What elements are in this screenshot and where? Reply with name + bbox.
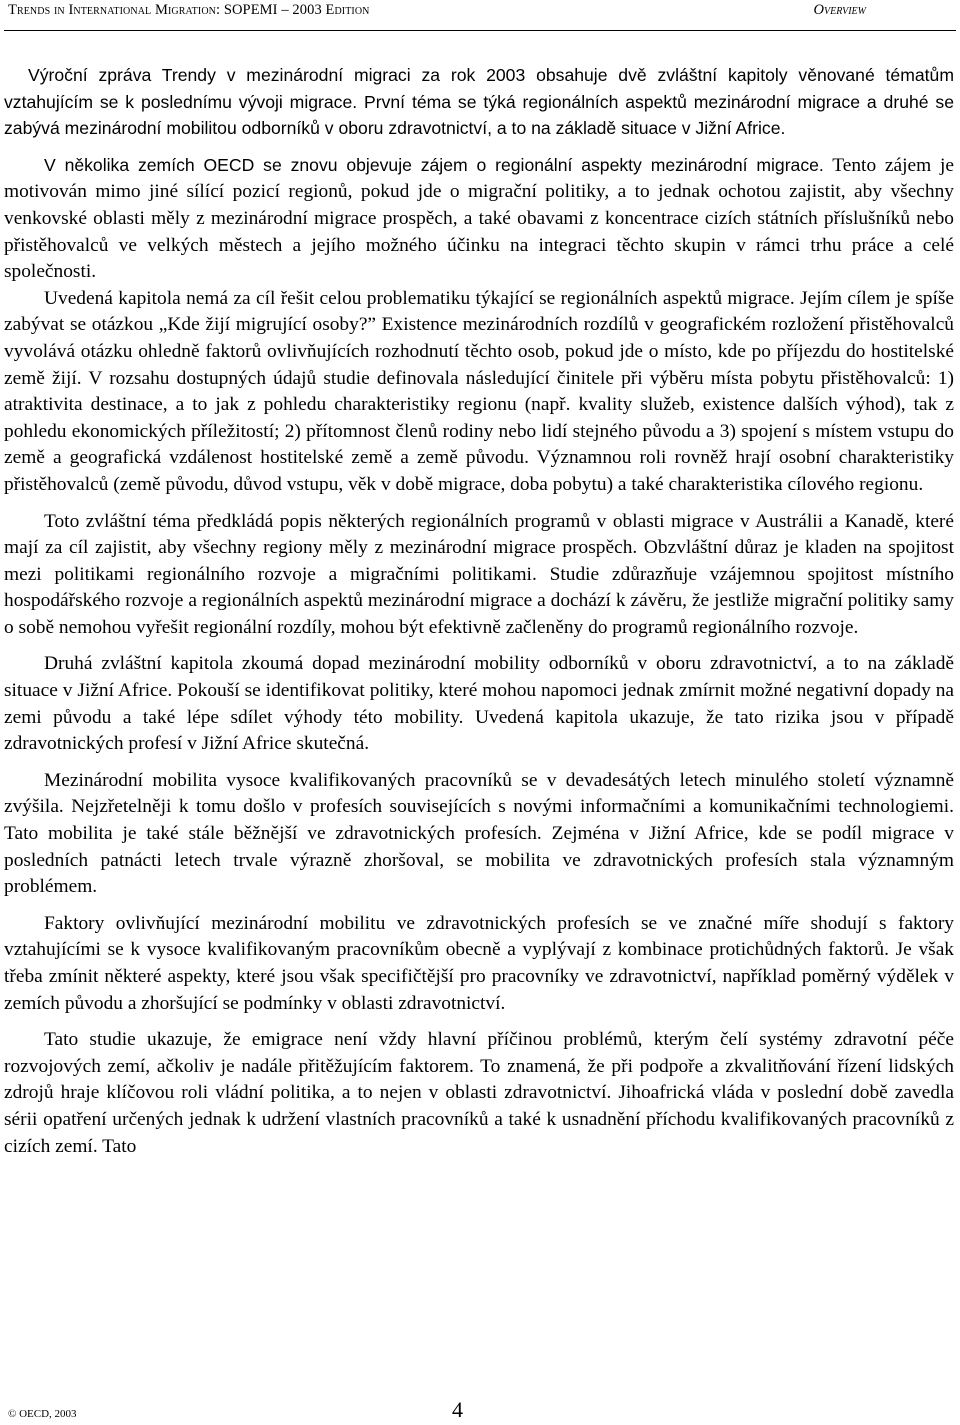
footer-copyright: © OECD, 2003 — [8, 1408, 77, 1420]
paragraph-regional-rest: Tento zájem je motivován mimo jiné sílící pozicí regionů, pokud jde o migrační politiky, a to jednak ochotou zajistit, aby všechny venkovské oblasti měly z mezinárodní migrace prospěch, a také obavami z koncentrace cizích státních příslušníků nebo přistěhovalců ve velkých městech a jejího možného účinku na integraci těchto skupin v rámci trhu práce a celé společnosti. — [4, 154, 955, 283]
header-section: Overview — [813, 2, 866, 18]
paragraph-factors: Faktory ovlivňující mezinárodní mobilitu ve zdravotnických profesích se ve značné míře shodují s faktory vztahujícími se k vysoce kvalifikovaným pracovníkům obecně a vyplývají z kombinace protichůdných faktorů. Je však třeba zmínit některé aspekty, které jsou však specifičtější pro pracovníky ve zdravotnictví, například poměrný výdělek v zemích původu a zhoršující se podmínky v oblasti zdravotnictví. — [4, 912, 954, 1014]
paragraph-regional — [4, 152, 954, 286]
page-number: 4 — [452, 1397, 463, 1422]
paragraph-scope: Uvedená kapitola nemá za cíl řešit celou problematiku týkající se regionálních aspektů migrace. Jejím cílem je spíše zabývat se otázkou „Kde žijí migrující osoby?” Existence mezinárodních rozdílů v geografickém rozložení přistěhovalců vyvolává otázku ohledně faktorů ovlivňujících rozhodnutí těchto osob, pokud jde o místo, kde po příjezdu do hostitelské země žijí. V rozsahu dostupných údajů studie definovala následující činitele při výběru místa pobytu přistěhovalců: 1) atraktivita destinace, a to jak z pohledu charakteristiky regionu (např. kvality služeb, existence dalších výhod), tak z pohledu ekonomických příležitostí; 2) přítomnost členů rodiny nebo lidí stejného původu a 3) spojení s místem vstupu do země a geografická vzdálenost hostitelské země a země původu. Významnou roli rovněž hrají osobní charakteristiky přistěhovalců (země původu, důvod vstupu, věk v době migrace, doba pobytu) a také charakteristika cílového regionu. — [4, 287, 954, 495]
paragraph-mobility: Mezinárodní mobilita vysoce kvalifikovaných pracovníků se v devadesátých letech minulého století významně zvýšila. Nejzřetelněji k tomu došlo v profesích souvisejících s novými informačními a komunikačními technologiemi. Tato mobilita je také stále běžnější ve zdravotnických profesích. Zejména v Jižní Africe, kde se podíl migrace v posledních patnácti letech trvale výrazně zhoršoval, se mobilita ve zdravotnických profesích stala významným problémem. — [4, 769, 954, 898]
paragraph-regional-lead: V několika zemích OECD se znovu objevuje zájem o regionální aspekty mezinárodní migrace. — [44, 154, 824, 175]
running-header — [4, 0, 956, 31]
paragraph-intro: Výroční zpráva Trendy v mezinárodní migraci za rok 2003 obsahuje dvě zvláštní kapitoly věnované tématům vztahujícím se k poslednímu vývoji migrace. První téma se týká regionálních aspektů mezinárodní migrace a druhé se zabývá mezinárodní mobilitou odborníků v oboru zdravotnictví, a to na základě situace v Jižní Africe. — [4, 65, 954, 139]
paragraph-study: Tato studie ukazuje, že emigrace není vždy hlavní příčinou problémů, kterým čelí systémy zdravotní péče rozvojových zemí, ačkoliv je nadále přitěžujícím faktorem. To znamená, že při podpoře a zkvalitňování řízení lidských zdrojů hraje klíčovou roli vládní politika, a to nejen v oblasti zdravotnictví. Jihoafrická vláda v poslední době zavedla sérii opatření určených jednak k udržení vlastních pracovníků a také k usnadnění příchodu kvalifikovaných pracovníků z cizích zemí. Tato — [4, 1029, 954, 1157]
paragraph-health-chapter: Druhá zvláštní kapitola zkoumá dopad mezinárodní mobility odborníků v oboru zdravotnictví, a to na základě situace v Jižní Africe. Pokouší se identifikovat politiky, které mohou napomoci jednak zmírnit možné negativní dopady na zemi původu a také lépe sdílet výhody této mobility. Uvedená kapitola ukazuje, že tato rizika jsou v případě zdravotnických profesí v Jižní Africe skutečná. — [4, 653, 954, 755]
document-body — [4, 62, 954, 1170]
paragraph-programs: Toto zvláštní téma předkládá popis některých regionálních programů v oblasti migrace v Austrálii a Kanadě, které mají za cíl zajistit, aby všechny regiony měly z mezinárodní migrace prospěch. Obzvláštní důraz je kladen na spojitost mezi politikami regionálního rozvoje a migračními politikami. Studie zdůrazňuje vzájemnou spojitost místního hospodářského rozvoje a regionálních aspektů mezinárodní migrace a dochází k závěru, že jestliže migrační politiky samy o sobě nemohou vyřešit regionální rozdíly, mohou být efektivně začleněny do programů regionálního rozvoje. — [4, 510, 954, 638]
header-title: Trends in International Migration: SOPEMI – 2003 Edition — [8, 2, 370, 18]
